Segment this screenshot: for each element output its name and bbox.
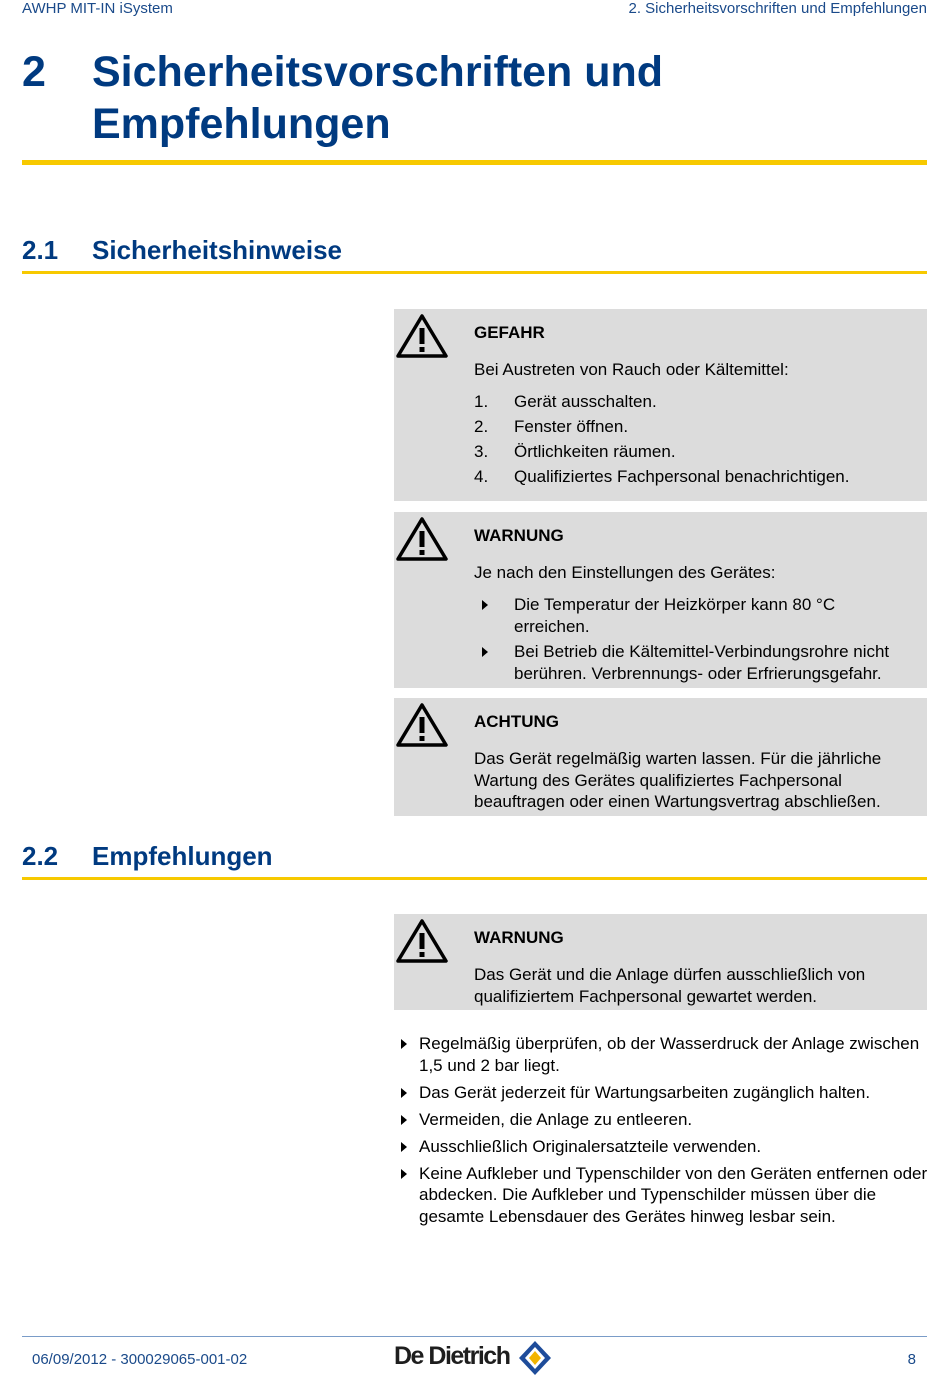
bullet-triangle-icon (401, 1039, 407, 1049)
bullet-triangle-icon (401, 1115, 407, 1125)
danger-steps-list (474, 391, 911, 488)
warning-triangle-icon (396, 313, 448, 359)
page-number: 8 (907, 1351, 916, 1368)
notice-keyword: GEFAHR (474, 323, 545, 342)
section-title: Empfehlungen (92, 841, 273, 871)
list-item: Ausschließlich Originalersatzteile verwenden. (398, 1136, 933, 1158)
list-item: Keine Aufkleber und Typenschilder von den Geräten entfernen oder abdecken. Die Aufkleber und Typenschilder müssen über die gesamte Lebensdauer des Gerätes hinweg lesbar sein. (398, 1163, 933, 1228)
notice-text: Das Gerät regelmäßig warten lassen. Für die jährliche Wartung des Gerätes qualifiziertes Fachpersonal beauftragen oder einen Wartungsvertrag abschließen. (474, 749, 882, 811)
bullet-triangle-icon (482, 647, 488, 657)
bullet-triangle-icon (401, 1169, 407, 1179)
chapter-title: Sicherheitsvorschriften und Empfehlungen (92, 48, 664, 148)
bullet-triangle-icon (401, 1088, 407, 1098)
section-title: Sicherheitshinweise (92, 235, 342, 265)
running-header-chapter: 2. Sicherheitsvorschriften und Empfehlungen (628, 0, 927, 17)
recommendations-list (398, 1033, 933, 1233)
section-rule (22, 877, 927, 880)
warning-notice-box (394, 512, 927, 688)
section-number: 2.1 (22, 235, 59, 265)
warning-triangle-icon (396, 702, 448, 748)
danger-notice-box (394, 309, 927, 501)
list-item: Die Temperatur der Heizkörper kann 80 °C erreichen. (474, 594, 911, 637)
list-item: 2. Fenster öffnen. (474, 417, 629, 436)
list-item: Vermeiden, die Anlage zu entleeren. (398, 1109, 933, 1131)
list-item: 4. Qualifiziertes Fachpersonal benachrichtigen. (474, 467, 850, 486)
brand-logo (394, 1340, 564, 1378)
chapter-number: 2 (22, 48, 46, 96)
warning-notice-box-2 (394, 914, 927, 1010)
list-item: Regelmäßig überprüfen, ob der Wasserdruck der Anlage zwischen 1,5 und 2 bar liegt. (398, 1033, 933, 1076)
section-number: 2.2 (22, 841, 59, 871)
list-item: Das Gerät jederzeit für Wartungsarbeiten zugänglich halten. (398, 1082, 933, 1104)
list-item: 3. Örtlichkeiten räumen. (474, 442, 676, 461)
bullet-triangle-icon (482, 600, 488, 610)
brand-logo-text: De Dietrich (394, 1342, 510, 1370)
warning-triangle-icon (396, 516, 448, 562)
bullet-triangle-icon (401, 1142, 407, 1152)
brand-diamond-icon (518, 1340, 552, 1376)
notice-keyword: WARNUNG (474, 928, 564, 947)
caution-notice-box (394, 698, 927, 816)
notice-intro: Bei Austreten von Rauch oder Kältemittel: (474, 360, 789, 379)
footer-rule (22, 1336, 927, 1337)
running-header-doc-title: AWHP MIT-IN iSystem (22, 0, 173, 17)
section-rule (22, 271, 927, 274)
notice-keyword: WARNUNG (474, 526, 564, 545)
notice-text: Das Gerät und die Anlage dürfen ausschließlich von qualifiziertem Fachpersonal gewartet werden. (474, 965, 866, 1006)
notice-keyword: ACHTUNG (474, 712, 559, 731)
chapter-rule (22, 160, 927, 165)
warning-triangle-icon (396, 918, 448, 964)
footer-date-reference: 06/09/2012 - 300029065-001-02 (32, 1351, 248, 1368)
warning-bullet-list (474, 594, 911, 684)
list-item: 1. Gerät ausschalten. (474, 392, 657, 411)
list-item: Bei Betrieb die Kältemittel-Verbindungsrohre nicht berühren. Verbrennungs- oder Erfrierungsgefahr. (474, 641, 911, 684)
notice-intro: Je nach den Einstellungen des Gerätes: (474, 563, 776, 582)
